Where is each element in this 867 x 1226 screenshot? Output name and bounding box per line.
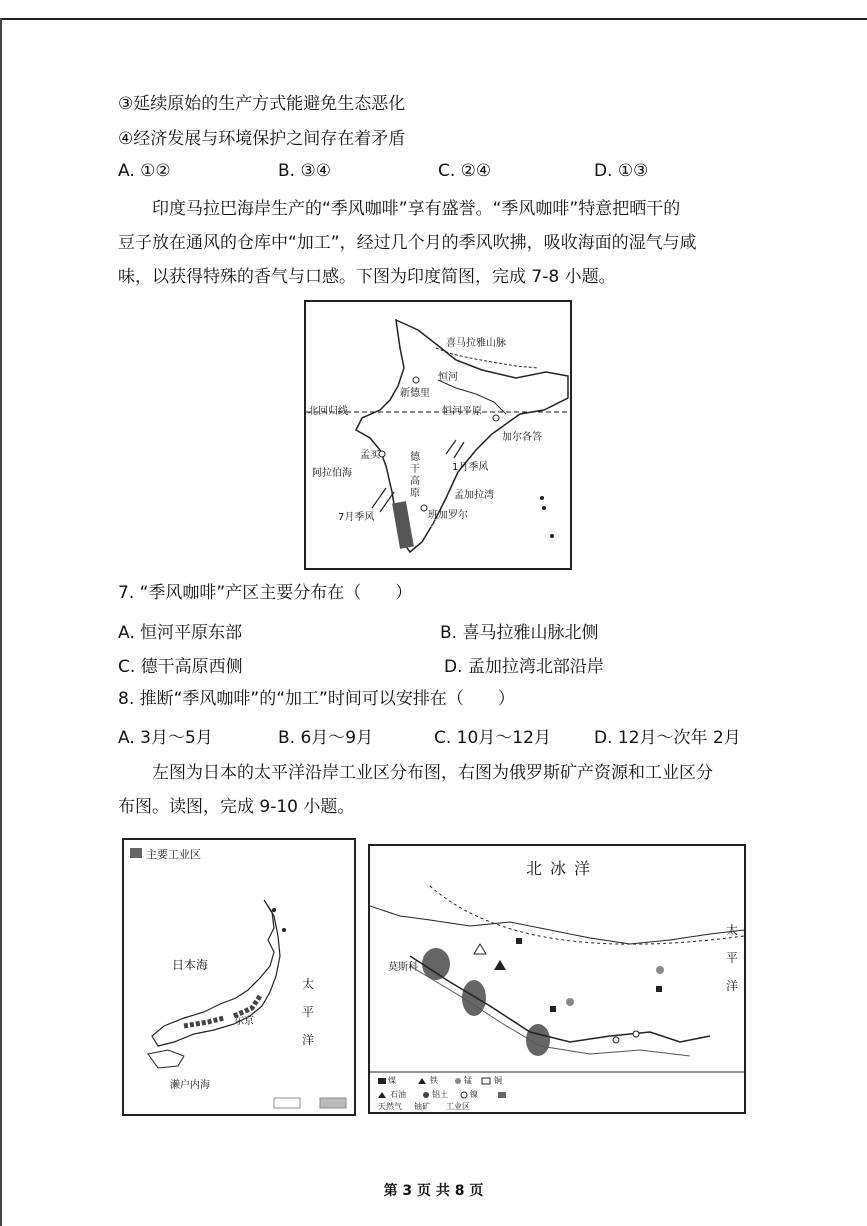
japan-map xyxy=(122,838,356,1116)
label-pacific-russia: 太平洋 xyxy=(726,923,739,993)
label-jul-monsoon: 7月季风 xyxy=(338,512,375,523)
label-malabar: 马拉巴海岸 xyxy=(410,519,450,528)
q8-option-b: B. 6月～9月 xyxy=(278,728,374,748)
legend-copper: 铜 xyxy=(494,1076,502,1085)
india-intro-line-1: 印度马拉巴海岸生产的“季风咖啡”享有盛誉。“季风咖啡”特意把晒干的 xyxy=(152,199,681,219)
label-pacific-japan: 太平洋 xyxy=(302,977,315,1047)
legend-industrial-zone: 工业区 xyxy=(446,1102,470,1111)
label-tokyo: 东京 xyxy=(234,1016,254,1027)
japan-map-drawing xyxy=(124,840,354,1114)
q7-stem: 7. “季风咖啡”产区主要分布在（ ） xyxy=(118,583,413,603)
q7-option-c: C. 德干高原西侧 xyxy=(118,657,243,677)
prev-option-d: D. ①③ xyxy=(594,161,649,181)
label-ganges: 恒河 xyxy=(438,372,458,383)
label-tropic: 北回归线 xyxy=(308,406,348,417)
q8-stem: 8. 推断“季风咖啡”的“加工”时间可以安排在（ ） xyxy=(118,689,515,709)
legend-natural-gas: 天然气 xyxy=(378,1102,402,1111)
q7-option-a: A. 恒河平原东部 xyxy=(118,623,243,643)
india-intro xyxy=(118,192,758,294)
prev-item-3: ③延续原始的生产方式能避免生态恶化 xyxy=(118,94,406,114)
india-map xyxy=(304,300,572,570)
label-deccan: 德干高原 xyxy=(410,452,420,499)
prev-option-a: A. ①② xyxy=(118,161,171,181)
legend-iron: 铁 xyxy=(430,1076,438,1085)
prev-option-c: C. ②④ xyxy=(438,161,492,181)
label-bangalore: 班加罗尔 xyxy=(428,510,468,521)
label-mumbai: 孟买 xyxy=(360,450,380,461)
label-seto: 濑户内海 xyxy=(170,1080,210,1091)
left-border xyxy=(0,18,2,1226)
label-arabian-sea: 阿拉伯海 xyxy=(312,468,352,479)
label-bay-of-bengal: 孟加拉湾 xyxy=(454,490,494,501)
japan-intro-line-1: 左图为日本的太平洋沿岸工业区分布图，右图为俄罗斯矿产资源和工业区分 xyxy=(152,763,713,783)
q8-option-d: D. 12月～次年 2月 xyxy=(594,728,741,748)
legend-coal: 煤 xyxy=(388,1076,396,1085)
india-intro-line-3: 味，以获得特殊的香气与口感。下图为印度简图，完成 7-8 小题。 xyxy=(118,267,616,287)
label-jan-monsoon: 1月季风 xyxy=(452,462,489,473)
label-kolkata: 加尔各答 xyxy=(502,432,542,443)
russia-map xyxy=(368,844,746,1114)
legend-oil: 石油 xyxy=(390,1090,406,1099)
label-ganges-plain: 恒河平原 xyxy=(442,406,482,417)
q7-option-b: B. 喜马拉雅山脉北侧 xyxy=(440,623,599,643)
legend-bauxite: 铝土 xyxy=(432,1090,448,1099)
prev-item-4: ④经济发展与环境保护之间存在着矛盾 xyxy=(118,129,406,149)
label-moscow: 莫斯科 xyxy=(388,962,418,973)
label-arctic-ocean: 北冰洋 xyxy=(526,859,599,878)
q8-option-c: C. 10月～12月 xyxy=(434,728,551,748)
q8-option-a: A. 3月～5月 xyxy=(118,728,213,748)
legend-nickel: 镍 xyxy=(470,1090,478,1099)
page-number: 第 3 页 共 8 页 xyxy=(383,1183,484,1199)
label-new-delhi: 新德里 xyxy=(400,388,430,399)
label-main-industrial-zone: 主要工业区 xyxy=(146,848,201,861)
russia-map-drawing xyxy=(370,846,744,1112)
label-himalaya: 喜马拉雅山脉 xyxy=(446,338,506,349)
q7-option-d: D. 孟加拉湾北部沿岸 xyxy=(444,657,604,677)
label-sea-of-japan: 日本海 xyxy=(172,958,209,972)
top-border xyxy=(0,18,867,20)
prev-option-b: B. ③④ xyxy=(278,161,331,181)
india-intro-line-2: 豆子放在通风的仓库中“加工”，经过几个月的季风吹拂，吸收海面的湿气与咸 xyxy=(118,233,697,253)
japan-intro xyxy=(118,756,758,824)
legend-uranium: 铀矿 xyxy=(414,1102,430,1111)
japan-intro-line-2: 布图。读图，完成 9-10 小题。 xyxy=(118,797,355,817)
legend-manganese: 锰 xyxy=(464,1076,472,1085)
